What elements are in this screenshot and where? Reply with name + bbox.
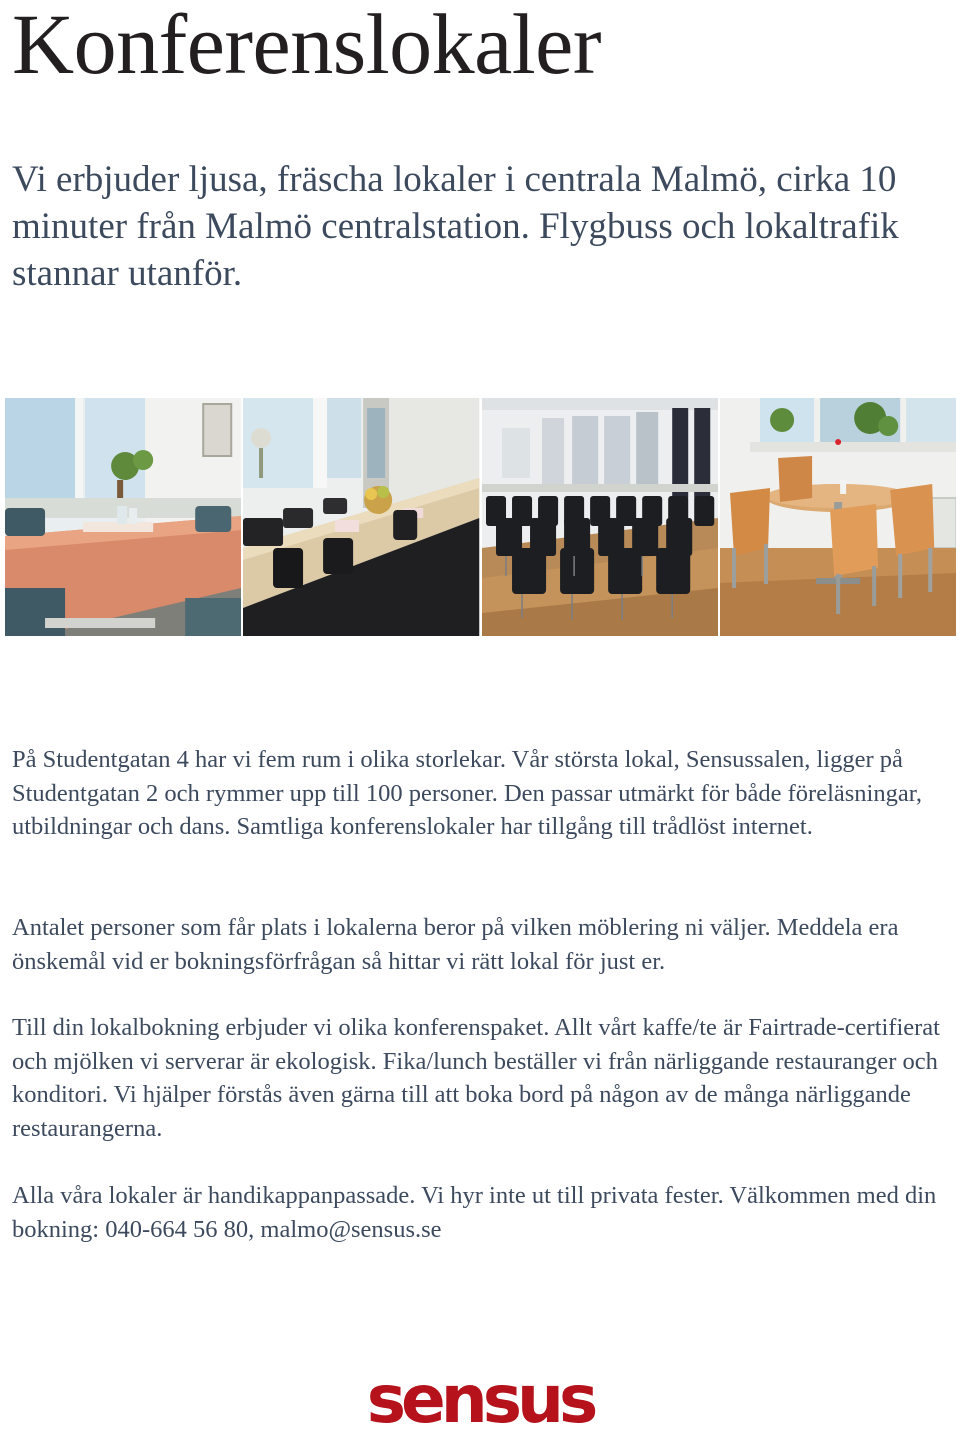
intro-paragraph: Vi erbjuder ljusa, fräscha lokaler i centrala Malmö, cirka 10 minuter från Malmö centralstation. Flygbuss och lokaltrafik stannar utanför. (12, 159, 899, 294)
logo-text: sensus (366, 1366, 594, 1430)
sensus-logo (350, 1366, 610, 1430)
long-table-room-photo (243, 398, 479, 636)
meeting-room-photo (5, 398, 241, 636)
page-title: Konferenslokaler (12, 0, 601, 92)
lecture-hall-chairs-photo (482, 398, 718, 636)
body-paragraph: Alla våra lokaler är handikappanpassade. Vi hyr inte ut till privata fester. Välkommen med din bokning: 040-664 56 80, malmo@sensus.se (12, 1182, 937, 1243)
cafe-table-photo (720, 398, 956, 636)
body-paragraph: Antalet personer som får plats i lokalerna beror på vilken möblering ni väljer. Meddela era önskemål vid er bokningsförfrågan så hittar vi rätt lokal för just er. (12, 914, 899, 975)
photo-strip (5, 398, 956, 636)
body-paragraph: Till din lokalbokning erbjuder vi olika konferenspaket. Allt vårt kaffe/te är Fairtrade-certifierat och mjölken vi serverar är ekologisk. Fika/lunch beställer vi från närliggande restauranger och konditori. Vi hjälper förstås även gärna till att boka bord på någon av de många närliggande restaurangerna. (12, 1014, 940, 1142)
body-paragraph: På Studentgatan 4 har vi fem rum i olika storlekar. Vår största lokal, Sensussalen, ligger på Studentgatan 2 och rymmer upp till 100 personer. Den passar utmärkt för både föreläsningar, utbildningar och dans. Samtliga konferenslokaler har tillgång till trådlöst internet. (12, 746, 923, 840)
